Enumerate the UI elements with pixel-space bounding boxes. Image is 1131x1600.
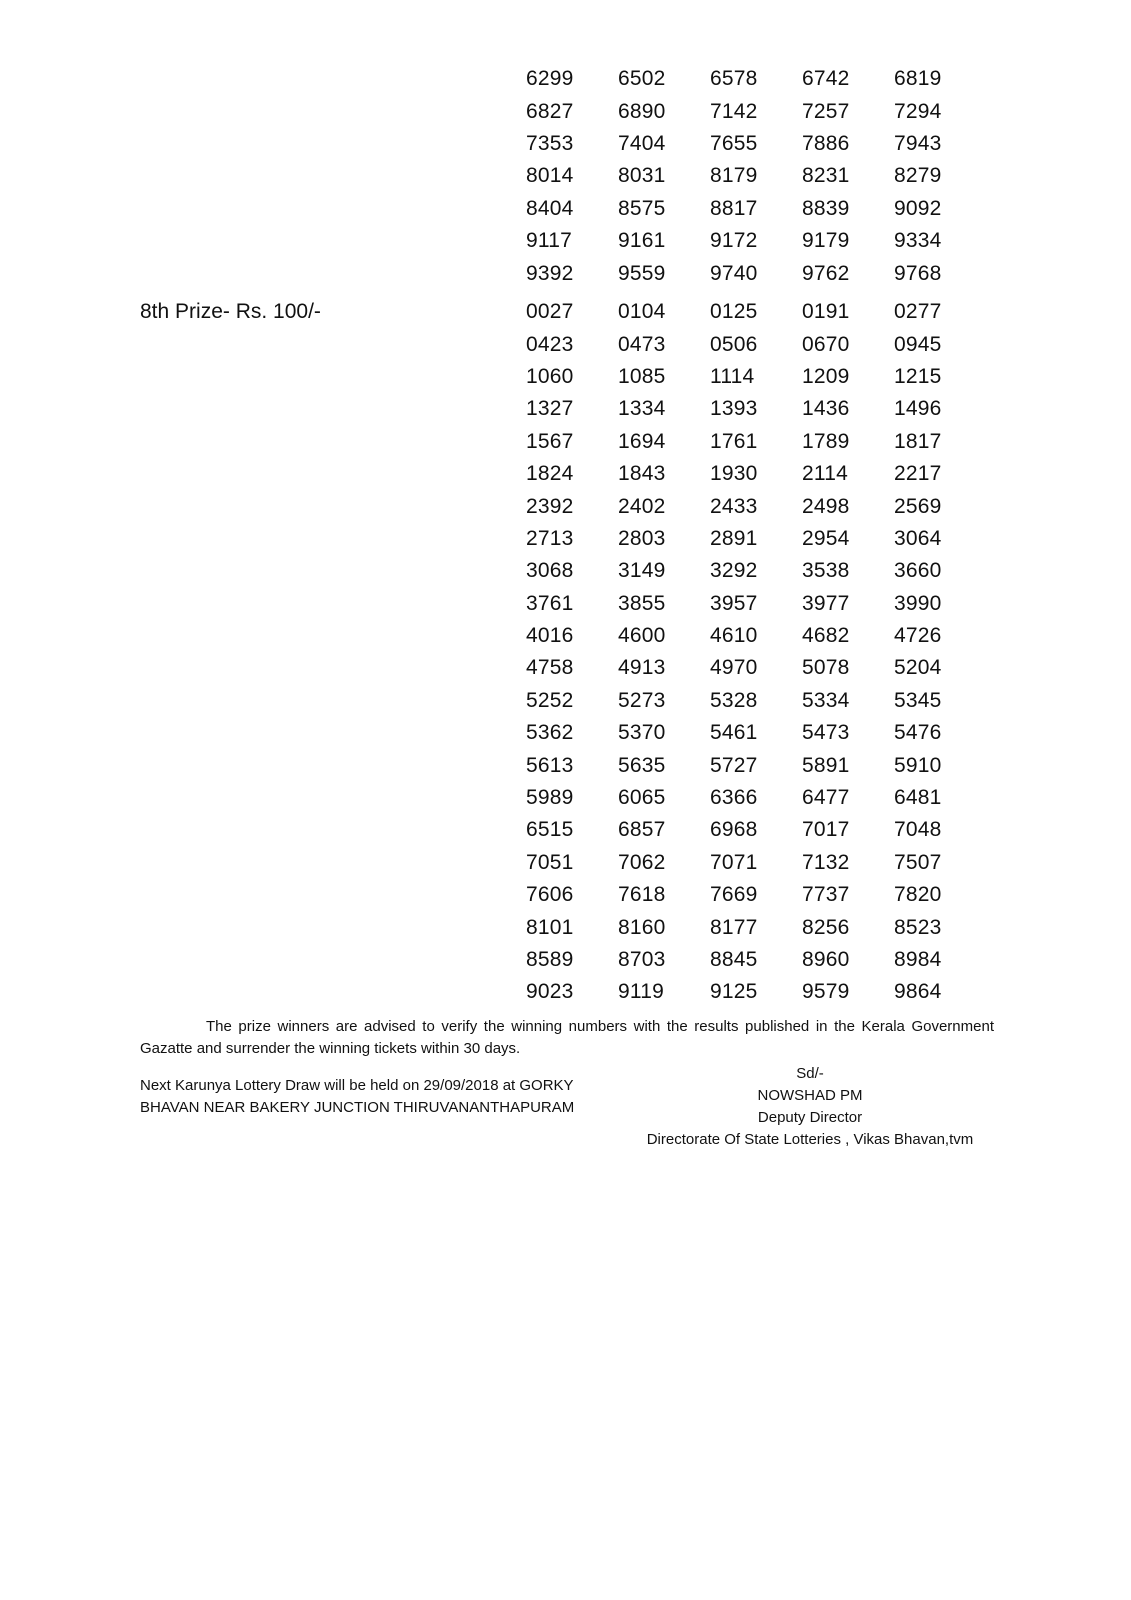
number-row [526,490,986,522]
winning-number: 3292 [710,559,758,583]
continued-prize-numbers [526,63,986,290]
winning-number: 5252 [526,688,574,712]
winning-number: 8960 [802,948,850,971]
next-draw-line-1: Next Karunya Lottery Draw will be held on 29/09/2018 at GORKY [140,1077,574,1094]
winning-number: 9768 [894,261,942,285]
winning-number: 8256 [802,915,850,939]
winning-number: 5727 [710,753,758,777]
winning-number: 4726 [894,624,942,648]
winning-number: 4682 [802,624,850,648]
winning-number: 5273 [618,688,666,712]
winning-number: 4913 [618,656,666,680]
winning-number: 8101 [526,915,574,939]
winning-number: 6299 [526,67,574,91]
winning-number: 5328 [710,688,758,712]
winning-number: 8817 [710,196,758,220]
winning-number: 8984 [894,948,942,971]
winning-number: 7017 [802,818,850,842]
winning-number: 2498 [802,494,850,518]
winning-number: 3538 [802,559,850,583]
number-row [526,847,986,879]
number-row [526,523,986,555]
winning-number: 7618 [618,883,666,907]
winning-number: 1817 [894,429,942,453]
number-row [526,160,986,192]
number-row [526,976,986,1008]
number-row [526,393,986,425]
eighth-prize-label: 8th Prize- Rs. 100/- [140,300,321,323]
winning-number: 9864 [894,980,942,1004]
winning-number: 9023 [526,980,574,1004]
winning-number: 2114 [802,462,848,486]
winning-number: 0104 [618,300,666,324]
number-row [526,911,986,943]
eighth-prize-numbers [526,296,986,1009]
winning-number: 1824 [526,462,574,486]
number-row [526,879,986,911]
winning-number: 7669 [710,883,758,907]
winning-number: 1694 [618,429,666,453]
winning-number: 6742 [802,67,850,91]
winning-number: 7606 [526,883,574,907]
winning-number: 5204 [894,656,942,680]
winning-number: 9579 [802,980,850,1004]
winning-number: 7507 [894,850,942,874]
winning-number: 1436 [802,397,850,421]
winning-number: 7943 [894,131,942,155]
winning-number: 5334 [802,688,850,712]
winning-number: 1496 [894,397,942,421]
winning-number: 3660 [894,559,942,583]
winning-number: 2954 [802,526,850,550]
notice-line-2: Gazatte and surrender the winning tickets within 30 days. [140,1040,521,1057]
winning-number: 3855 [618,591,666,615]
number-row [526,588,986,620]
winning-number: 2713 [526,526,574,550]
number-row [526,814,986,846]
winning-number: 5476 [894,721,942,745]
winning-number: 9172 [710,229,758,253]
winning-number: 0473 [618,332,666,356]
winning-number: 7048 [894,818,942,842]
winning-number: 5473 [802,721,850,745]
signatory-office: Directorate Of State Lotteries , Vikas Bhavan,tvm [646,1131,974,1148]
winning-number: 4758 [526,656,574,680]
winning-number: 9161 [618,229,666,253]
number-row [526,361,986,393]
number-row [526,652,986,684]
winning-number: 9119 [618,980,664,1004]
winning-number: 0423 [526,332,574,356]
winning-number: 5989 [526,786,574,810]
number-row [526,296,986,328]
winning-number: 5910 [894,753,942,777]
winning-number: 4016 [526,624,574,648]
winning-number: 5635 [618,753,666,777]
winning-number: 6578 [710,67,758,91]
winning-number: 1085 [618,364,666,388]
winning-number: 4610 [710,624,758,648]
number-row [526,782,986,814]
winning-number: 9559 [618,261,666,285]
winning-number: 7820 [894,883,942,907]
number-row [526,128,986,160]
winning-number: 7071 [710,850,758,874]
winning-number: 6857 [618,818,666,842]
winning-number: 5891 [802,753,850,777]
winning-number: 8839 [802,196,850,220]
winning-number: 9762 [802,261,850,285]
winning-number: 8845 [710,948,758,971]
winning-number: 3990 [894,591,942,615]
winning-number: 8703 [618,948,666,971]
winning-number: 9740 [710,261,758,285]
winning-number: 1761 [710,429,758,453]
winning-number: 7132 [802,850,850,874]
winning-number: 1060 [526,364,574,388]
signature-sd: Sd/- [796,1065,824,1082]
winning-number: 6890 [618,99,666,123]
winning-number: 6515 [526,818,574,842]
winning-number: 8279 [894,164,942,188]
number-row [526,328,986,360]
winning-number: 3957 [710,591,758,615]
winning-number: 2569 [894,494,942,518]
winning-number: 0277 [894,300,942,324]
winning-number: 2402 [618,494,666,518]
winning-number: 0506 [710,332,758,356]
winning-number: 8231 [802,164,850,188]
winning-number: 1567 [526,429,574,453]
winning-number: 0191 [802,300,850,324]
winning-number: 9125 [710,980,758,1004]
winning-number: 8523 [894,915,942,939]
winning-number: 0945 [894,332,942,356]
winning-number: 9179 [802,229,850,253]
winning-number: 7062 [618,850,666,874]
winning-number: 3068 [526,559,574,583]
winning-number: 8177 [710,915,758,939]
winning-number: 6968 [710,818,758,842]
winning-number: 7737 [802,883,850,907]
winning-number: 9392 [526,261,574,285]
signatory-designation: Deputy Director [757,1109,863,1126]
notice-line-1: The prize winners are advised to verify the winning numbers with the results published in the Kerala Government [206,1018,994,1035]
winning-number: 2803 [618,526,666,550]
winning-number: 5461 [710,721,758,745]
winning-number: 1114 [710,364,755,388]
winning-number: 6502 [618,67,666,91]
winning-number: 6819 [894,67,942,91]
number-row [526,717,986,749]
number-row [526,63,986,95]
winning-number: 3977 [802,591,850,615]
winning-number: 1930 [710,462,758,486]
winning-number: 3064 [894,526,942,550]
winning-number: 7655 [710,131,758,155]
winning-number: 1327 [526,397,574,421]
winning-number: 5345 [894,688,942,712]
number-row [526,555,986,587]
number-row [526,685,986,717]
winning-number: 8179 [710,164,758,188]
winning-number: 3149 [618,559,666,583]
winning-number: 6065 [618,786,666,810]
signatory-name: NOWSHAD PM [757,1087,863,1104]
winning-number: 1209 [802,364,850,388]
next-draw-info [140,1075,574,1119]
winning-number: 6477 [802,786,850,810]
winning-number: 5362 [526,721,574,745]
winning-number: 2217 [894,462,942,486]
winning-number: 7353 [526,131,574,155]
winning-number: 7404 [618,131,666,155]
winning-number: 5078 [802,656,850,680]
winning-number: 1789 [802,429,850,453]
winning-number: 1393 [710,397,758,421]
winning-number: 9334 [894,229,942,253]
winning-number: 8160 [618,915,666,939]
winning-number: 1843 [618,462,666,486]
winning-number: 9092 [894,196,942,220]
winning-number: 8575 [618,196,666,220]
number-row [526,620,986,652]
winning-number: 7051 [526,850,574,874]
winning-number: 8014 [526,164,574,188]
number-row [526,426,986,458]
winning-number: 7257 [802,99,850,123]
winning-number: 8031 [618,164,666,188]
number-row [526,95,986,127]
number-row [526,225,986,257]
number-row [526,257,986,289]
winning-number: 0027 [526,300,574,324]
winning-number: 2891 [710,526,758,550]
winning-number: 5613 [526,753,574,777]
winning-number: 4600 [618,624,666,648]
winning-number: 2392 [526,494,574,518]
next-draw-line-2: BHAVAN NEAR BAKERY JUNCTION THIRUVANANTHAPURAM [140,1099,575,1116]
number-row [526,458,986,490]
winning-number: 7886 [802,131,850,155]
number-row [526,193,986,225]
winning-number: 2433 [710,494,758,518]
winning-number: 8589 [526,948,574,971]
winning-number: 6827 [526,99,574,123]
winning-number: 0670 [802,332,850,356]
winning-number: 1334 [618,397,666,421]
winning-number: 0125 [710,300,758,324]
winning-number: 9117 [526,229,572,253]
number-row [526,749,986,781]
winning-number: 6481 [894,786,942,810]
winning-number: 8404 [526,196,574,220]
winning-number: 4970 [710,656,758,680]
winning-number: 5370 [618,721,666,745]
number-row [526,944,986,976]
winning-number: 1215 [894,364,942,388]
winning-number: 7294 [894,99,942,123]
winning-number: 6366 [710,786,758,810]
winning-number: 3761 [526,591,574,615]
winning-number: 7142 [710,99,758,123]
winner-notice [140,1016,994,1060]
signature-block [600,1063,1020,1151]
